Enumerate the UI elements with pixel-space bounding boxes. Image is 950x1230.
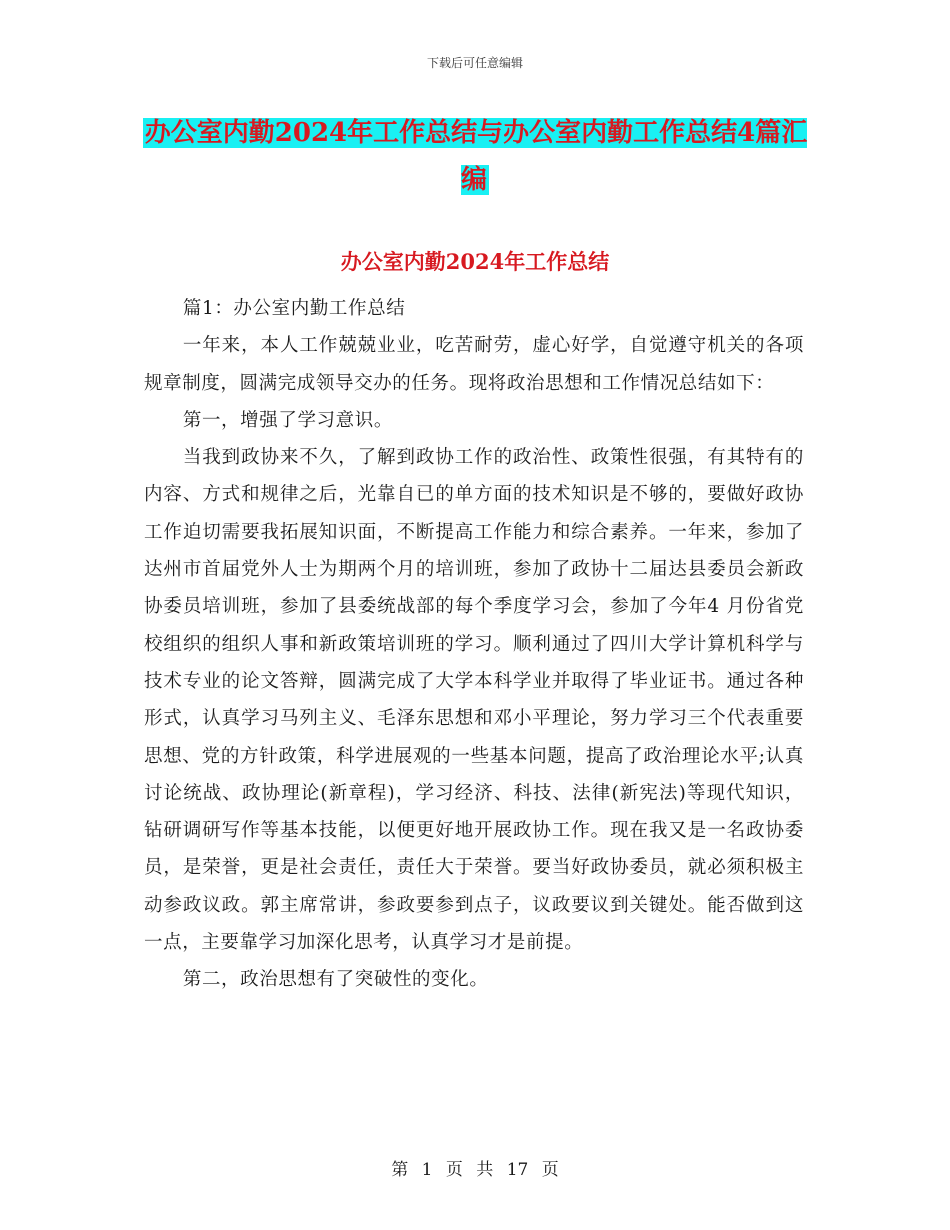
- paragraph-point-one: 第一，增强了学习意识。: [182, 409, 393, 431]
- paragraph-chapter-heading: 篇1：办公室内勤工作总结: [182, 298, 406, 319]
- paragraph-study-details: 当我到政协来不久，了解到政协工作的政治性、政策性很强，有其特有的内容、方式和规律之后，光靠自已的单方面的技术知识是不够的，要做好政协工作迫切需要我拓展知识面，不断提高工作能力和综合素养。一年来，参加了达州市首届党外人士为期两个月的培训班，参加了政协十二届达县委员会新政协委员培训班，参加了县委统战部的每个季度学习会，参加了今年4 月份省党校组织的组织人事和新政策培训班的学习。顺利通过了四川大学计算机科学与技术专业的论文答辩，圆满完成了大学本科学业并取得了毕业证书。通过各种形式，认真学习马列主义、毛泽东思想和邓小平理论，努力学习三个代表重要思想、党的方针政策，科学进展观的一些基本问题，提高了政治理论水平;认真讨论统战、政协理论(新章程)，学习经济、科技、法律(新宪法)等现代知识，钻研调研写作等基本技能，以便更好地开展政协工作。现在我又是一名政协委员，是荣誉，更是社会责任，责任大于荣誉。要当好政协委员，就必须积极主动参政议政。郭主席常讲，参政要参到点子，议政要议到关键处。能否做到这一点，主要靠学习加深化思考，认真学习才是前提。: [144, 447, 804, 954]
- header-note: 下载后可任意编辑: [426, 56, 523, 70]
- section-title: 办公室内勤2024年工作总结: [340, 249, 610, 274]
- paragraph-intro: 一年来，本人工作兢兢业业，吃苦耐劳，虚心好学，自觉遵守机关的各项规章制度，圆满完成领导交办的任务。现将政治思想和工作情况总结如下：: [144, 335, 804, 394]
- paragraph-point-two: 第二，政治思想有了突破性的变化。: [182, 969, 489, 991]
- document-title-text: 办公室内勤2024年工作总结与办公室内勤工作总结4篇汇编: [144, 118, 808, 195]
- page-footer: 第 1 页 共 17 页: [391, 1160, 559, 1180]
- document-title: [142, 110, 808, 204]
- document-body: [144, 290, 804, 999]
